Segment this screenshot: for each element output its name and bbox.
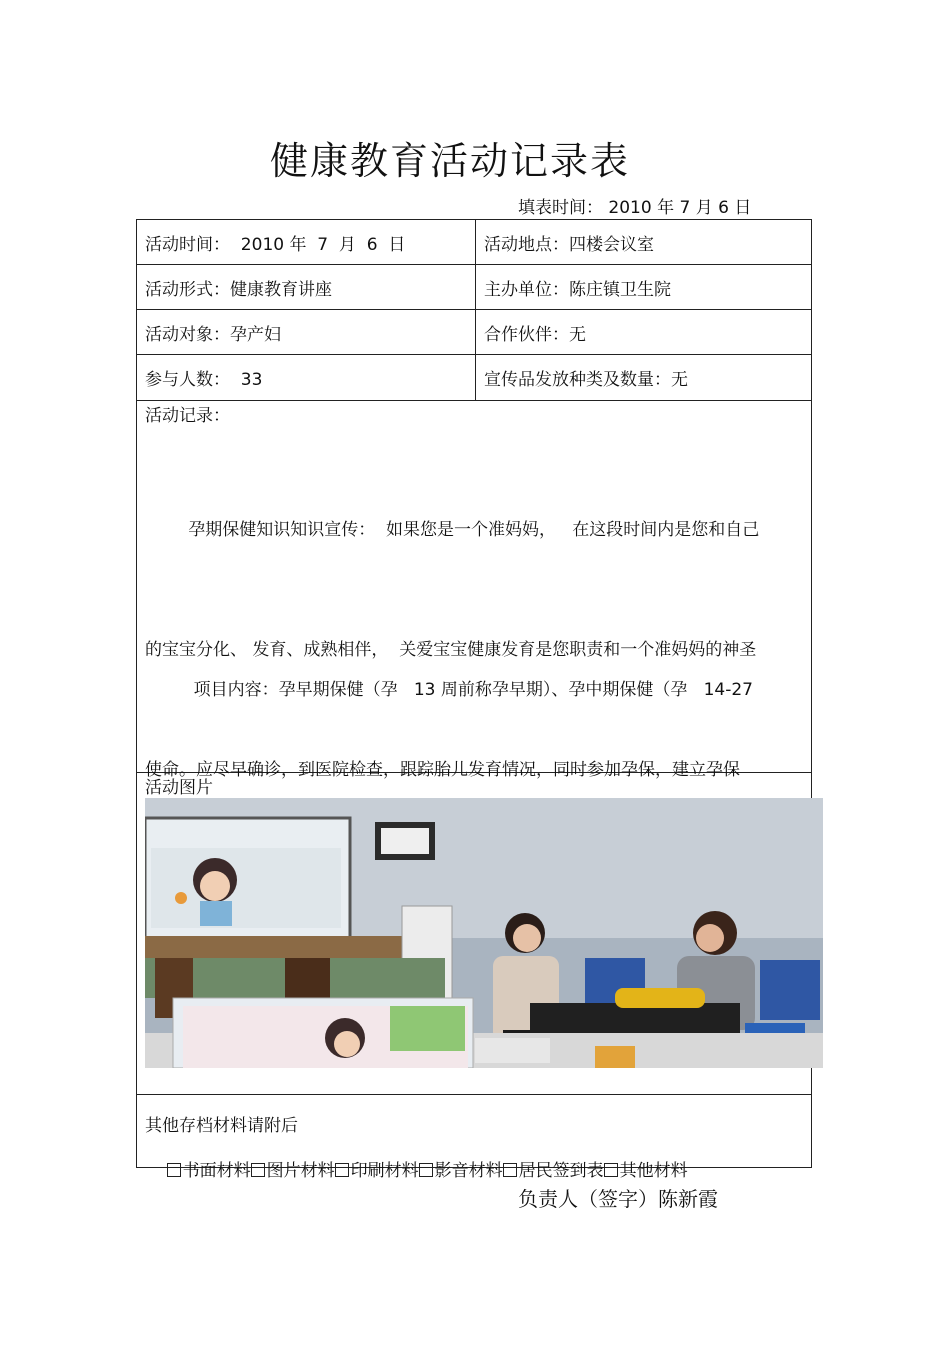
option-label: 书面材料 [182,1161,251,1181]
record-line: 的宝宝分化、 发育、成熟相伴， 关爱宝宝健康发育是您职责和一个准妈妈的神圣 [145,640,757,660]
record-line: 孕期保健知识知识宣传： 如果您是一个准妈妈， 在这段时间内是您和自己 [145,520,760,540]
checkbox-printed[interactable] [335,1163,349,1177]
row-time-location [137,220,811,265]
row-count-materials [137,355,811,401]
participant-count: 参与人数： 33 [137,355,476,400]
activity-photo-label: 活动图片 [145,778,213,798]
option-label: 图片材料 [266,1161,335,1181]
activity-target: 活动对象：孕产妇 [137,310,476,354]
archive-label: 其他存档材料请附后 [145,1116,298,1136]
checkbox-signin-sheet[interactable] [503,1163,517,1177]
partner: 合作伙伴：无 [484,324,586,345]
fill-date: 填表时间： 2010 年 7 月 6 日 [518,198,752,218]
record-line: 使命。应尽早确诊，到医院检查，跟踪胎儿发育情况，同时参加孕保，建立孕保 [145,760,740,780]
option-label: 影音材料 [434,1161,503,1181]
option-label: 居民签到表 [518,1161,604,1181]
activity-time: 活动时间： 2010 年 7 月 6 日 [137,220,476,264]
option-label: 印刷材料 [350,1161,419,1181]
row-target-partner [137,310,811,355]
record-form [136,219,812,1181]
activity-form: 活动形式：健康教育讲座 [137,265,476,309]
checkbox-pictures[interactable] [251,1163,265,1177]
photo-illustration [145,798,823,1068]
signer: 负责人（签字）陈新霞 [518,1187,718,1211]
activity-photo [145,798,823,1068]
page-title: 健康教育活动记录表 [269,139,630,183]
checkbox-other[interactable] [604,1163,618,1177]
record-line: 项目内容：孕早期保健（孕 13 周前称孕早期）、孕中期保健（孕 14-27 [145,680,753,700]
checkbox-audio-video[interactable] [419,1163,433,1177]
materials-distributed: 宣传品发放种类及数量：无 [484,370,688,390]
option-label: 其他材料 [619,1161,688,1181]
activity-record-label: 活动记录： [145,406,230,426]
organizer: 主办单位：陈庄镇卫生院 [484,279,671,300]
activity-location: 活动地点：四楼会议室 [484,234,654,255]
checkbox-written[interactable] [167,1163,181,1177]
row-form-organizer [137,265,811,310]
